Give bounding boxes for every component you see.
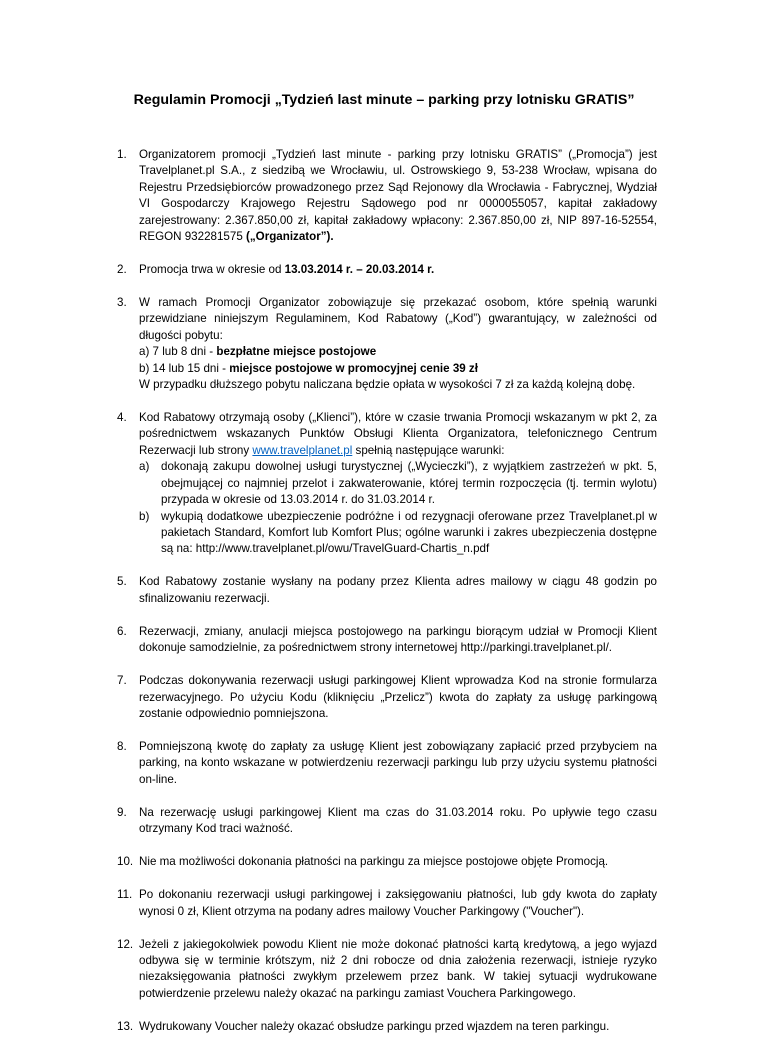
list-item-9 xyxy=(117,805,657,838)
item-text: Po dokonaniu rezerwacji usługi parkingowej i zaksięgowaniu płatności, lub gdy kwota do zapłaty wynosi 0 zł, Klient otrzyma na podany adres mailowy Voucher Parkingowy ("Voucher"). xyxy=(139,888,657,918)
list-item-4 xyxy=(117,410,657,558)
item-number: 11. xyxy=(117,888,133,902)
list-item-7 xyxy=(117,673,657,722)
item-text: Wydrukowany Voucher należy okazać obsłudze parkingu przed wjazdem na teren parkingu. xyxy=(139,1019,610,1033)
regulations-list xyxy=(117,147,657,1052)
item-number: 7. xyxy=(117,674,127,688)
sub-item-text: wykupią dodatkowe ubezpieczenie podróżne i od rezygnacji oferowane przez Travelplanet.pl w pakietach Standard, Komfort lub Komfort Plus; ogólne warunki i zakres ubezpieczenia dostępne są na: http://www.travelplanet.pl/owu/TravelGuard-Chartis_n.pdf xyxy=(161,509,657,556)
item-number: 4. xyxy=(117,411,127,425)
promotion-dates: 13.03.2014 r. – 20.03.2014 r. xyxy=(284,263,435,277)
item-number: 9. xyxy=(117,805,127,819)
list-item-12 xyxy=(117,937,657,1003)
travelplanet-link[interactable]: www.travelplanet.pl xyxy=(252,443,353,457)
item-text: W ramach Promocji Organizator zobowiązuje się przekazać osobom, które spełnią warunki przewidziane niniejszym Regulaminem, Kod Rabatowy („Kod”) gwarantujący, w zależności od długości pobytu: xyxy=(139,296,657,342)
list-item-3 xyxy=(117,295,657,393)
sub-item-text: dokonają zakupu dowolnej usługi turystycznej („Wycieczki”), z wyjątkiem zastrzeżeń w pkt. 5, obejmującej co najmniej przelot i zakwaterowanie, której termin rozpoczęcia (tj. termin wylotu) przypada w okresie od 13.03.2014 r. do 31.03.2014 r. xyxy=(161,460,657,507)
list-item-8 xyxy=(117,739,657,788)
item-text: Organizatorem promocji „Tydzień last minute - parking przy lotnisku GRATIS” („Promocja”) jest Travelplanet.pl S.A., z siedzibą we Wrocławiu, ul. Ostrowskiego 9, 53-238 Wrocław, wpisana do Rejestru Przedsiębiorców prowadzonego przez Sąd Rejonowy dla Wrocławia - Fabrycznej, Wydział VI Gospodarczy Krajowego Rejestru Sądowego pod nr 0000055057, kapitał zakładowy zarejestrowany: 2.367.850,00 zł, kapitał zakładowy wpłacony: 2.367.850,00 zł, NIP 897-16-52554, REGON 932281575 xyxy=(139,148,657,244)
sub-item-letter: a) xyxy=(139,460,150,474)
item-bold-text: („Organizator”). xyxy=(246,230,334,244)
item-text: Pomniejszoną kwotę do zapłaty za usługę Klient jest zobowiązany zapłacić przed przybyciem na parking, na konto wskazane w potwierdzeniu rezerwacji parkingu lub przy użyciu systemu płatności on-line. xyxy=(139,739,657,786)
item-text: Na rezerwację usługi parkingowej Klient ma czas do 31.03.2014 roku. Po upływie tego czasu otrzymany Kod traci ważność. xyxy=(139,805,657,836)
list-item-1 xyxy=(117,147,657,245)
sub-item-a xyxy=(139,459,657,508)
extra-fee-note: W przypadku dłuższego pobytu naliczana będzie opłata w wysokości 7 zł za każdą kolejną dobę. xyxy=(139,378,636,392)
item-text: Kod Rabatowy zostanie wysłany na podany przez Klienta adres mailowy w ciągu 48 godzin po sfinalizowaniu rezerwacji. xyxy=(139,575,657,605)
option-b-bold: miejsce postojowe w promocyjnej cenie 39 zł xyxy=(229,361,478,375)
option-b-label: b) 14 lub 15 dni - xyxy=(139,361,227,375)
sub-item-letter: b) xyxy=(139,509,150,523)
item-text: Nie ma możliwości dokonania płatności na parkingu za miejsce postojowe objęte Promocją. xyxy=(139,855,609,869)
list-item-2 xyxy=(117,262,657,278)
list-item-13 xyxy=(117,1019,657,1035)
item-number: 3. xyxy=(117,296,127,310)
item-number: 5. xyxy=(117,575,127,589)
item-number: 10. xyxy=(117,855,134,869)
item-text: Jeżeli z jakiegokolwiek powodu Klient nie może dokonać płatności kartą kredytową, a jego wyjazd odbywa się w terminie krótszym, niż 2 dni robocze od dnia założenia rezerwacji, istnieje ryzyko niezaksięgowania płatności zwykłym przelewem przez bank. W takiej sytuacji wydrukowane potwierdzenie przelewu należy okazać na parkingu zamiast Vouchera Parkingowego. xyxy=(139,937,657,1000)
item-text: Podczas dokonywania rezerwacji usługi parkingowej Klient wprowadza Kod na stronie formularza rezerwacyjnego. Po użyciu Kodu (kliknięciu „Przelicz”) kwota do zapłaty za usługę parkingową zostanie odpowiednio pomniejszona. xyxy=(139,674,657,720)
item-number: 2. xyxy=(117,263,127,277)
list-item-6 xyxy=(117,624,657,657)
list-item-10 xyxy=(117,854,657,870)
option-a-bold: bezpłatne miejsce postojowe xyxy=(216,345,377,359)
item-number: 1. xyxy=(117,148,127,161)
document-title: Regulamin Promocji „Tydzień last minute – parking przy lotnisku GRATIS” xyxy=(133,92,635,108)
item-text: Kod Rabatowy otrzymają osoby („Klienci”), które w czasie trwania Promocji wskazanym w pkt 2, za pośrednictwem wskazanych Punktów Obsługi Klienta Organizatora, telefonicznego Centrum Rezerwacji lub strony xyxy=(139,411,657,457)
item-number: 13. xyxy=(117,1019,134,1033)
item-text: Rezerwacji, zmiany, anulacji miejsca postojowego na parkingu biorącym udział w Promocji Klient dokonuje samodzielnie, za pośrednictwem strony internetowej http://parkingi.travelplanet.pl/. xyxy=(139,624,657,655)
item-number: 12. xyxy=(117,937,134,951)
sub-item-b xyxy=(139,509,657,558)
item-number: 6. xyxy=(117,624,127,638)
item-number: 8. xyxy=(117,739,127,753)
item-text: Promocja trwa w okresie od xyxy=(139,263,282,277)
list-item-5 xyxy=(117,574,657,607)
option-a-label: a) 7 lub 8 dni - xyxy=(139,345,214,359)
list-item-11 xyxy=(117,887,657,920)
item-text-cont: spełnią następujące warunki: xyxy=(355,443,505,457)
